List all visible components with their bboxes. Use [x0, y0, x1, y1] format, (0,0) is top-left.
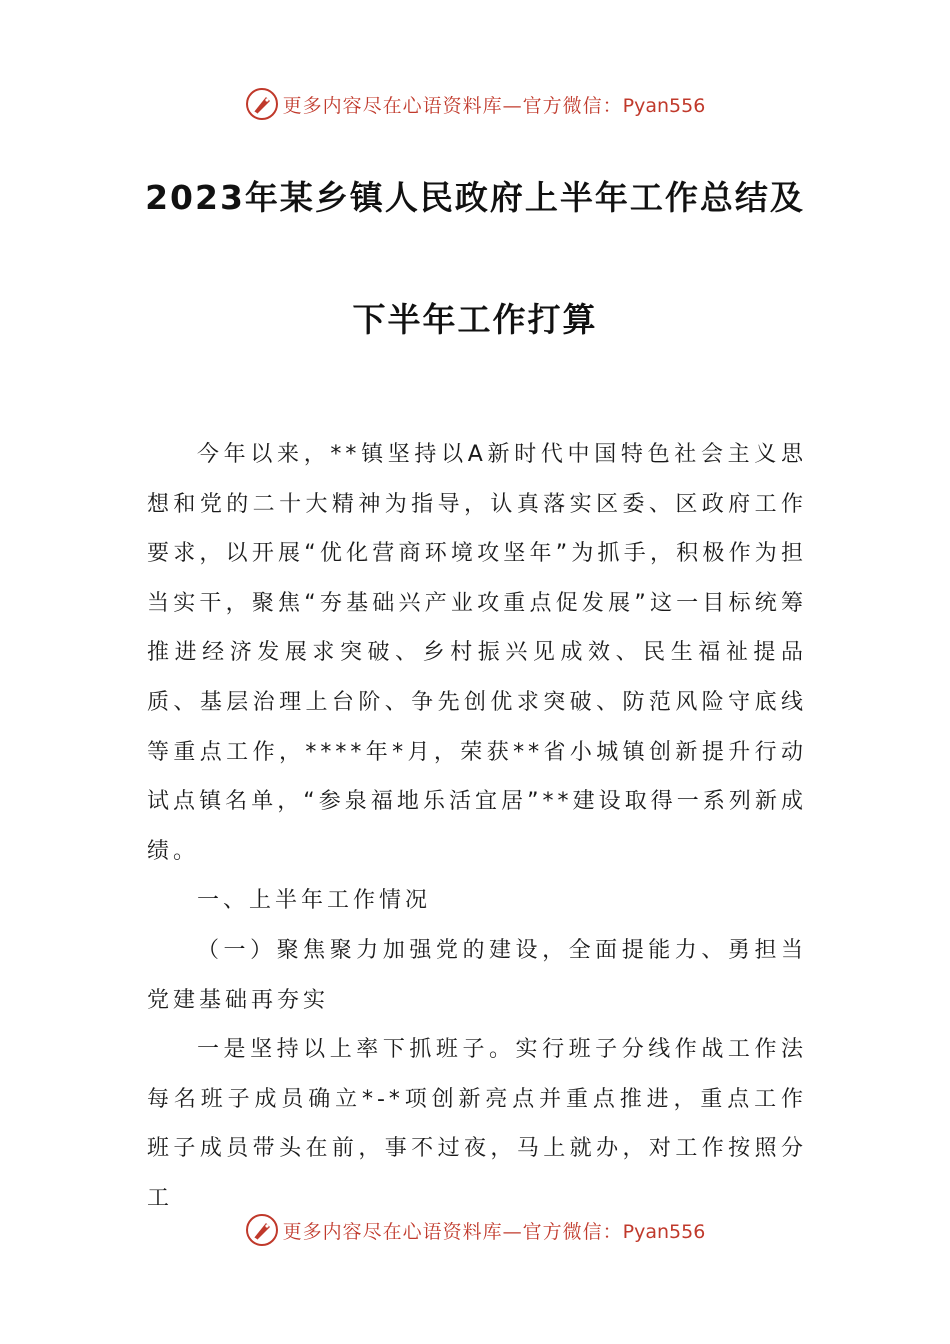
paragraph: 一是坚持以上率下抓班子。实行班子分线作战工作法每名班子成员确立*-*项创新亮点并重点推进，重点工作班子成员带头在前，事不过夜，马上就办，对工作按照分工: [147, 1037, 807, 1211]
document-title-line1: 2023年某乡镇人民政府上半年工作总结及: [145, 178, 805, 217]
paragraph-intro: 今年以来，**镇坚持以A新时代中国特色社会主义思想和党的二十大精神为指导，认真落实区委、区政府工作要求，以开展“优化营商环境攻坚年”为抓手，积极作为担当实干，聚焦“夯基础兴产业攻重点促发展”这一目标统筹推进经济发展求突破、乡村振兴见成效、民生福祉提品质、基层治理上台阶、争先创优求突破、防范风险守底线等重点工作，****年*月，荣获**省小城镇创新提升行动试点镇名单，“参泉福地乐活宜居”**建设取得一系列新成绩。: [147, 442, 807, 864]
pen-nib-logo-icon: [245, 1213, 279, 1247]
watermark-text: 更多内容尽在心语资料库—官方微信：Pyan556: [282, 94, 706, 117]
document-title-line2: 下半年工作打算: [352, 300, 598, 339]
watermark-header: [0, 84, 950, 124]
watermark-footer: [0, 1210, 950, 1250]
section-heading: 一、上半年工作情况: [197, 888, 432, 914]
pen-nib-logo-icon: [245, 87, 279, 121]
document-body: [147, 430, 807, 1224]
subsection-heading: （一）聚焦聚力加强党的建设，全面提能力、勇担当党建基础再夯实: [147, 937, 807, 1013]
watermark-text: 更多内容尽在心语资料库—官方微信：Pyan556: [282, 1220, 706, 1243]
